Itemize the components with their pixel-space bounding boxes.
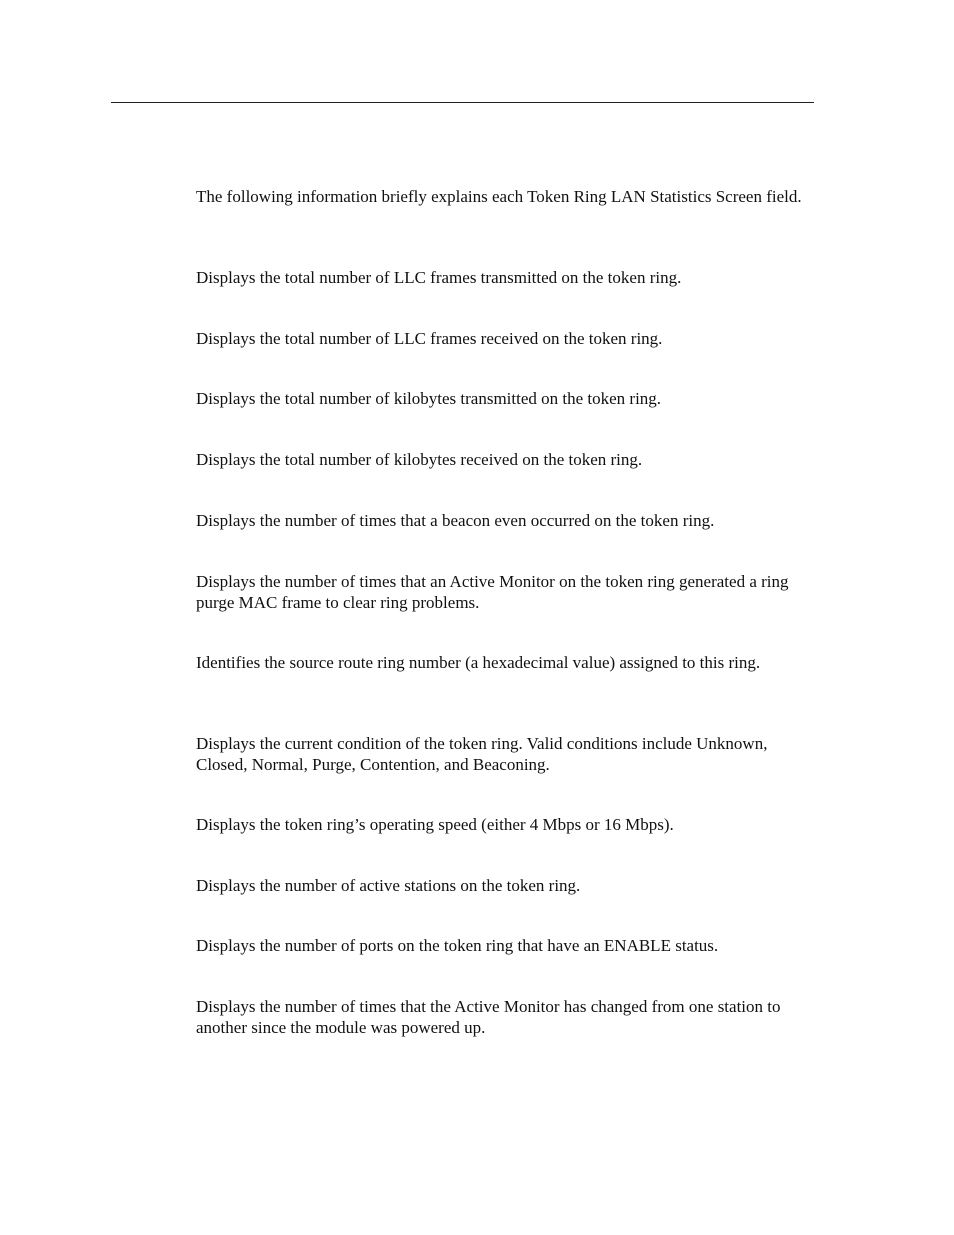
field-description-ring-number: Identifies the source route ring number (a hexadecimal value) assigned to this ring. [196, 653, 761, 672]
field-description-llc-frames-received: Displays the total number of LLC frames received on the token ring. [196, 329, 663, 348]
field-description-active-stations: Displays the number of active stations on the token ring. [196, 876, 581, 895]
intro-paragraph: The following information briefly explains each Token Ring LAN Statistics Screen field. [196, 187, 802, 206]
field-description-llc-frames-transmitted: Displays the total number of LLC frames transmitted on the token ring. [196, 268, 682, 287]
field-description-ring-state: Displays the current condition of the token ring. Valid conditions include Unknown, Closed, Normal, Purge, Contention, and Beaconing. [196, 734, 768, 774]
field-description-ring-speed: Displays the token ring’s operating speed (either 4 Mbps or 16 Mbps). [196, 815, 674, 834]
field-description-kilobytes-received: Displays the total number of kilobytes received on the token ring. [196, 450, 643, 469]
field-description-ring-purges: Displays the number of times that an Active Monitor on the token ring generated a ring purge MAC frame to clear ring problems. [196, 572, 789, 612]
field-description-kilobytes-transmitted: Displays the total number of kilobytes transmitted on the token ring. [196, 389, 662, 408]
field-description-monitor-changes: Displays the number of times that the Active Monitor has changed from one station to another since the module was powered up. [196, 997, 781, 1037]
field-description-enabled-ports: Displays the number of ports on the token ring that have an ENABLE status. [196, 936, 719, 955]
header-rule [111, 102, 814, 103]
field-description-beacon-events: Displays the number of times that a beacon even occurred on the token ring. [196, 511, 715, 530]
